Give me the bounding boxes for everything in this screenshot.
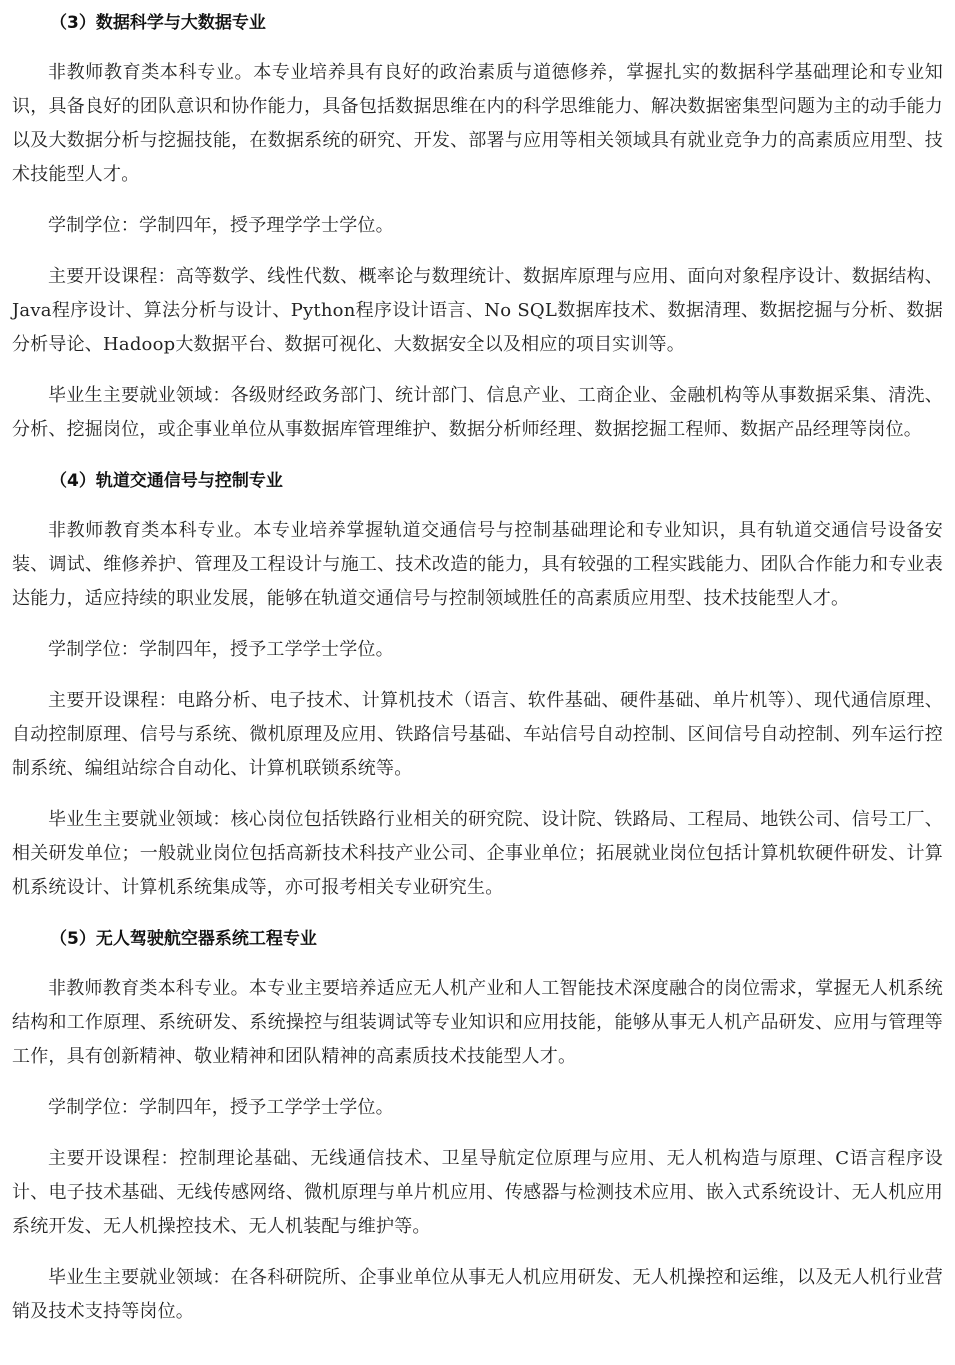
section-uav-systems: [12, 922, 943, 1329]
paragraph-employment: 毕业生主要就业领域：各级财经政务部门、统计部门、信息产业、工商企业、金融机构等从事数据采集、清洗、分析、挖掘岗位，或企事业单位从事数据库管理维护、数据分析师经理、数据挖掘工程师、数据产品经理等岗位。: [12, 385, 943, 440]
paragraph-employment: 毕业生主要就业领域：核心岗位包括铁路行业相关的研究院、设计院、铁路局、工程局、地铁公司、信号工厂、相关研发单位；一般就业岗位包括高新技术科技产业公司、企事业单位；拓展就业岗位包括计算机软硬件研发、计算机系统设计、计算机系统集成等，亦可报考相关专业研究生。: [12, 809, 943, 898]
section-title: （4）轨道交通信号与控制专业: [50, 471, 283, 491]
paragraph-overview: 非教师教育类本科专业。本专业培养具有良好的政治素质与道德修养，掌握扎实的数据科学基础理论和专业知识，具备良好的团队意识和协作能力，具备包括数据思维在内的科学思维能力、解决数据密集型问题为主的动手能力以及大数据分析与挖掘技能，在数据系统的研究、开发、部署与应用等相关领域具有就业竞争力的高素质应用型、技术技能型人才。: [12, 62, 943, 185]
paragraph-degree: 学制学位：学制四年，授予工学学士学位。: [48, 1097, 394, 1118]
section-title: （3）数据科学与大数据专业: [50, 13, 266, 33]
paragraph-courses: 主要开设课程：电路分析、电子技术、计算机技术（语言、软件基础、硬件基础、单片机等）、现代通信原理、自动控制原理、信号与系统、微机原理及应用、铁路信号基础、车站信号自动控制、区间信号自动控制、列车运行控制系统、编组站综合自动化、计算机联锁系统等。: [12, 690, 943, 779]
paragraph-overview: 非教师教育类本科专业。本专业培养掌握轨道交通信号与控制基础理论和专业知识，具有轨道交通信号设备安装、调试、维修养护、管理及工程设计与施工、技术改造的能力，具有较强的工程实践能力、团队合作能力和专业表达能力，适应持续的职业发展，能够在轨道交通信号与控制领域胜任的高素质应用型、技术技能型人才。: [12, 520, 943, 609]
paragraph-courses: 主要开设课程：高等数学、线性代数、概率论与数理统计、数据库原理与应用、面向对象程序设计、数据结构、Java程序设计、算法分析与设计、Python程序设计语言、No SQL数据库技术、数据清理、数据挖掘与分析、数据分析导论、Hadoop大数据平台、数据可视化、大数据安全以及相应的项目实训等。: [12, 266, 943, 355]
section-data-science: [12, 6, 943, 447]
section-rail-signal: [12, 464, 943, 905]
paragraph-degree: 学制学位：学制四年，授予工学学士学位。: [48, 639, 394, 660]
paragraph-degree: 学制学位：学制四年，授予理学学士学位。: [48, 215, 394, 236]
paragraph-courses: 主要开设课程：控制理论基础、无线通信技术、卫星导航定位原理与应用、无人机构造与原理、C语言程序设计、电子技术基础、无线传感网络、微机原理与单片机应用、传感器与检测技术应用、嵌入式系统设计、无人机应用系统开发、无人机操控技术、无人机装配与维护等。: [12, 1148, 943, 1237]
paragraph-employment: 毕业生主要就业领域：在各科研院所、企事业单位从事无人机应用研发、无人机操控和运维，以及无人机行业营销及技术支持等岗位。: [12, 1267, 943, 1322]
paragraph-overview: 非教师教育类本科专业。本专业主要培养适应无人机产业和人工智能技术深度融合的岗位需求，掌握无人机系统结构和工作原理、系统研发、系统操控与组装调试等专业知识和应用技能，能够从事无人机产品研发、应用与管理等工作，具有创新精神、敬业精神和团队精神的高素质技术技能型人才。: [12, 978, 943, 1067]
section-title: （5）无人驾驶航空器系统工程专业: [50, 929, 317, 949]
